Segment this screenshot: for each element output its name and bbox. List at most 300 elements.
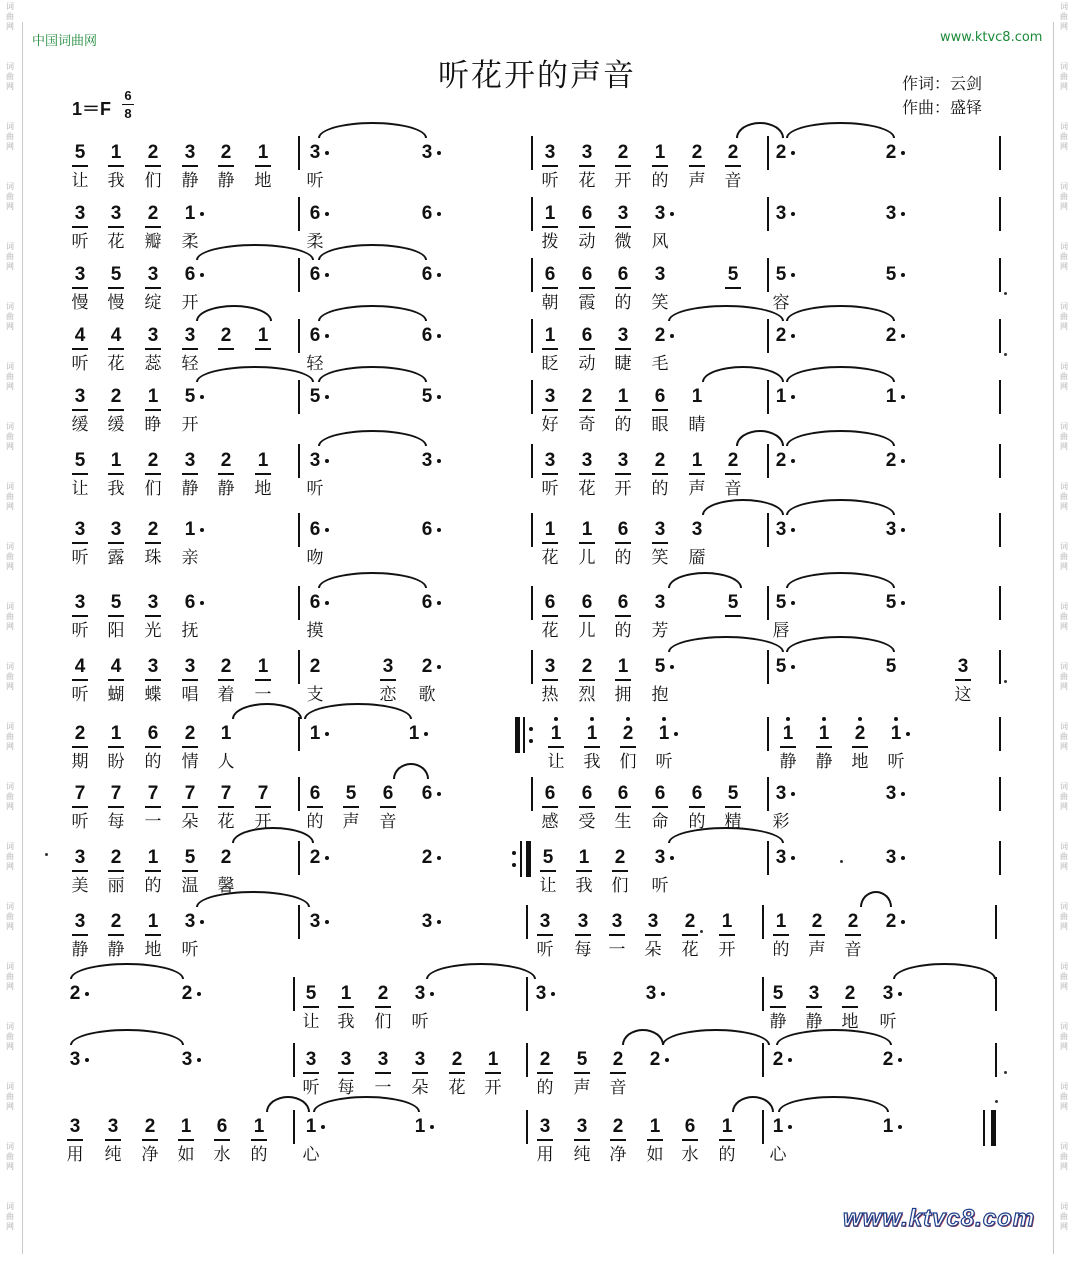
lyric-char: 瓣	[144, 232, 162, 252]
note: 1	[105, 142, 127, 164]
lyric-char: 这	[954, 685, 972, 705]
lyric-char: 花	[578, 479, 596, 499]
note: 1	[644, 1116, 666, 1138]
lyric-char: 地	[254, 171, 272, 191]
watermark-char: 曲	[1060, 912, 1068, 921]
dotted-note-dot	[791, 151, 795, 155]
note: 1	[581, 723, 603, 745]
watermark-char: 网	[1060, 742, 1068, 751]
lyric-char: 缓	[107, 415, 125, 435]
lyric-char: 让	[71, 171, 89, 191]
dotted-note-dot	[325, 528, 329, 532]
watermark-char: 网	[1060, 862, 1068, 871]
watermark-char: 词	[6, 722, 14, 731]
watermark-char: 曲	[6, 312, 14, 321]
dotted-note-dot	[200, 528, 204, 532]
note: 6	[686, 783, 708, 805]
note: 5	[184, 386, 196, 407]
lyric-char: 净	[141, 1145, 159, 1165]
watermark-char: 网	[6, 562, 14, 571]
bar-line	[531, 777, 533, 811]
lyric-char: 抱	[651, 685, 669, 705]
lyric-char: 静	[181, 479, 199, 499]
lyric-char: 霞	[578, 293, 596, 313]
score-row	[0, 1116, 1074, 1176]
note: 5	[775, 656, 787, 677]
note: 5	[775, 592, 787, 613]
watermark-char: 词	[6, 1082, 14, 1091]
lyric-char: 人	[217, 752, 235, 772]
lyric-char: 用	[66, 1145, 84, 1165]
lyric-char: 的	[614, 621, 632, 641]
lyric-char: 慢	[107, 293, 125, 313]
dotted-note-dot	[670, 212, 674, 216]
dotted-note-dot	[791, 395, 795, 399]
note: 3	[69, 1049, 81, 1070]
note: 6	[539, 783, 561, 805]
watermark-char: 曲	[1060, 612, 1068, 621]
note: 5	[775, 264, 787, 285]
watermark-char: 词	[6, 842, 14, 851]
lyric-char: 开	[181, 293, 199, 313]
lyric-char: 慢	[71, 293, 89, 313]
dotted-note-dot	[437, 395, 441, 399]
high-octave-dot	[554, 717, 558, 721]
dotted-note-dot	[437, 856, 441, 860]
repeat-thick-line	[515, 717, 520, 753]
note: 3	[642, 911, 664, 933]
lyric-char: 的	[536, 1078, 554, 1098]
note: 3	[539, 450, 561, 472]
note: 3	[377, 656, 399, 678]
watermark-char: 曲	[6, 612, 14, 621]
lyric-char: 儿	[578, 548, 596, 568]
dotted-note-dot	[325, 459, 329, 463]
dotted-note-dot	[901, 395, 905, 399]
watermark-char: 网	[6, 502, 14, 511]
dotted-note-dot	[85, 992, 89, 996]
lyric-char: 蕊	[144, 354, 162, 374]
lyric-char: 一	[144, 812, 162, 832]
lyric-char: 的	[144, 876, 162, 896]
watermark-char: 词	[1060, 1082, 1068, 1091]
note: 6	[421, 783, 433, 804]
note: 2	[576, 386, 598, 408]
note: 5	[537, 847, 559, 869]
watermark-char: 网	[1060, 1042, 1068, 1051]
watermark-char: 词	[6, 2, 14, 11]
note: 6	[304, 783, 326, 805]
lyric-char: 笑	[651, 548, 669, 568]
watermark-char: 词	[6, 422, 14, 431]
watermark-char: 词	[1060, 242, 1068, 251]
watermark-char: 曲	[1060, 1212, 1068, 1221]
bar-line	[767, 777, 769, 811]
lyric-char: 柔	[181, 232, 199, 252]
lyric-char: 听	[71, 685, 89, 705]
lyric-char: 的	[688, 812, 706, 832]
watermark-char: 曲	[6, 1152, 14, 1161]
lyric-char: 微	[614, 232, 632, 252]
bar-line	[995, 905, 997, 939]
site-name-left[interactable]: 中国词曲网	[32, 34, 98, 49]
bar-line	[762, 1110, 764, 1144]
lyric-char: 精	[724, 812, 742, 832]
note: 2	[215, 450, 237, 472]
lyric-char: 听	[71, 621, 89, 641]
note: 5	[69, 142, 91, 164]
lyric-char: 生	[614, 812, 632, 832]
score-row	[0, 450, 1074, 510]
watermark-char: 曲	[6, 672, 14, 681]
lyric-char: 听	[887, 752, 905, 772]
lyric-char: 听	[302, 1078, 320, 1098]
repeat-start-sign	[515, 717, 535, 753]
note: 2	[215, 656, 237, 678]
note: 3	[534, 911, 556, 933]
score-row	[0, 656, 1074, 716]
lyric-char: 睛	[688, 415, 706, 435]
lyric-char: 声	[573, 1078, 591, 1098]
bar-line	[999, 136, 1001, 170]
note: 6	[309, 519, 321, 540]
watermark-char: 词	[6, 662, 14, 671]
lyric-char: 静	[217, 171, 235, 191]
dotted-note-dot	[901, 459, 905, 463]
watermark-char: 曲	[6, 1032, 14, 1041]
note: 3	[142, 264, 164, 286]
lyric-char: 风	[651, 232, 669, 252]
watermark-char: 词	[1060, 1022, 1068, 1031]
note: 3	[421, 911, 433, 932]
lyric-char: 奇	[578, 415, 596, 435]
note: 3	[179, 656, 201, 678]
note: 1	[414, 1116, 426, 1137]
lyric-char: 如	[646, 1145, 664, 1165]
bar-line	[531, 258, 533, 292]
note: 2	[882, 1049, 894, 1070]
note: 6	[576, 325, 598, 347]
bar-line	[767, 380, 769, 414]
bar-line	[531, 197, 533, 231]
watermark-char: 网	[6, 382, 14, 391]
lyric-char: 每	[107, 812, 125, 832]
note: 2	[69, 983, 81, 1004]
note: 2	[69, 723, 91, 745]
watermark-char: 曲	[6, 12, 14, 21]
score-row	[0, 847, 1074, 907]
note: 2	[609, 847, 631, 869]
lyric-char: 听	[541, 479, 559, 499]
lyric-char: 静	[107, 940, 125, 960]
lyric-char: 让	[547, 752, 565, 772]
lyric-char: 让	[302, 1012, 320, 1032]
note: 3	[654, 264, 666, 285]
lyric-char: 地	[851, 752, 869, 772]
bar-line	[767, 444, 769, 478]
watermark-char: 曲	[6, 192, 14, 201]
lyric-char: 开	[718, 940, 736, 960]
dotted-note-dot	[791, 528, 795, 532]
bar-line	[767, 197, 769, 231]
lyric-char: 用	[536, 1145, 554, 1165]
lyric-char: 如	[177, 1145, 195, 1165]
lyric-char: 静	[71, 940, 89, 960]
note: 6	[576, 783, 598, 805]
note: 2	[142, 450, 164, 472]
watermark-char: 曲	[1060, 792, 1068, 801]
watermark-char: 曲	[1060, 252, 1068, 261]
dotted-note-dot	[197, 992, 201, 996]
bar-line	[999, 650, 1001, 684]
note: 3	[612, 203, 634, 225]
note: 2	[142, 142, 164, 164]
lyric-char: 睁	[144, 415, 162, 435]
watermark-char: 词	[6, 962, 14, 971]
note: 3	[69, 847, 91, 869]
lyric-char: 们	[144, 171, 162, 191]
lyric-char: 声	[688, 479, 706, 499]
note: 5	[105, 264, 127, 286]
watermark-char: 词	[6, 182, 14, 191]
watermark-char: 曲	[6, 1212, 14, 1221]
lyric-char: 声	[808, 940, 826, 960]
watermark-char: 词	[6, 902, 14, 911]
note: 2	[576, 656, 598, 678]
lyric-char: 们	[619, 752, 637, 772]
note: 2	[421, 656, 433, 677]
print-speck	[1004, 1071, 1007, 1074]
lyric-char: 馨	[217, 876, 235, 896]
note: 1	[770, 911, 792, 933]
note: 6	[576, 264, 598, 286]
watermark-char: 词	[1060, 722, 1068, 731]
watermark-char: 词	[6, 1202, 14, 1211]
note: 1	[813, 723, 835, 745]
lyric-char: 眨	[541, 354, 559, 374]
lyric-char: 开	[254, 812, 272, 832]
bar-line	[767, 513, 769, 547]
watermark-char: 曲	[1060, 1092, 1068, 1101]
note: 1	[482, 1049, 504, 1071]
note: 3	[69, 386, 91, 408]
tie-slur	[786, 122, 895, 138]
dotted-note-dot	[437, 459, 441, 463]
note: 3	[775, 847, 787, 868]
site-url-right[interactable]: www.ktvc8.com	[940, 30, 1043, 45]
bar-line	[298, 258, 300, 292]
bar-line	[999, 444, 1001, 478]
lyric-char: 一	[374, 1078, 392, 1098]
lyric-char: 的	[614, 293, 632, 313]
dotted-note-dot	[321, 1125, 325, 1129]
lyric-char: 花	[541, 621, 559, 641]
watermark-char: 词	[1060, 542, 1068, 551]
lyric-char: 听	[651, 876, 669, 896]
lyric-char: 珠	[144, 548, 162, 568]
print-speck	[995, 1100, 998, 1103]
lyric-char: 一	[254, 685, 272, 705]
lyric-char: 听	[655, 752, 673, 772]
watermark-char: 词	[6, 302, 14, 311]
note: 2	[885, 142, 897, 163]
note: 2	[654, 325, 666, 346]
note: 7	[215, 783, 237, 805]
watermark-char: 曲	[1060, 1152, 1068, 1161]
note: 3	[952, 656, 974, 678]
dotted-note-dot	[665, 1058, 669, 1062]
lyric-char: 朵	[411, 1078, 429, 1098]
lyric-char: 我	[107, 171, 125, 191]
note: 1	[309, 723, 321, 744]
lyric-char: 们	[374, 1012, 392, 1032]
note: 1	[184, 519, 196, 540]
watermark-char: 网	[6, 682, 14, 691]
note: 3	[803, 983, 825, 1005]
watermark-char: 网	[1060, 22, 1068, 31]
lyric-char: 动	[578, 232, 596, 252]
repeat-thin-line	[520, 841, 522, 877]
bar-line	[999, 319, 1001, 353]
lyric-char: 开	[484, 1078, 502, 1098]
dotted-note-dot	[791, 273, 795, 277]
watermark-char: 网	[1060, 1222, 1068, 1231]
note: 3	[885, 203, 897, 224]
note: 6	[211, 1116, 233, 1138]
note: 6	[421, 264, 433, 285]
note: 3	[691, 519, 703, 540]
meter-bottom: 8	[124, 106, 132, 121]
lyric-char: 听	[306, 479, 324, 499]
high-octave-dot	[858, 717, 862, 721]
watermark-char: 网	[6, 1162, 14, 1171]
bar-line	[298, 777, 300, 811]
dotted-note-dot	[437, 334, 441, 338]
watermark-char: 网	[1060, 1102, 1068, 1111]
note: 3	[654, 847, 666, 868]
print-speck	[1004, 292, 1007, 295]
note: 5	[722, 783, 744, 805]
dotted-note-dot	[791, 665, 795, 669]
watermark-char: 网	[1060, 802, 1068, 811]
lyric-char: 朵	[181, 812, 199, 832]
note: 2	[885, 911, 897, 932]
bar-line	[298, 586, 300, 620]
score-row	[0, 1049, 1074, 1109]
lyric-char: 的	[250, 1145, 268, 1165]
dotted-note-dot	[670, 665, 674, 669]
note: 3	[102, 1116, 124, 1138]
note: 3	[414, 983, 426, 1004]
bar-line	[293, 977, 295, 1011]
lyric-char: 唱	[181, 685, 199, 705]
watermark-char: 词	[1060, 842, 1068, 851]
bar-line	[526, 905, 528, 939]
print-speck	[1004, 680, 1007, 683]
note: 4	[105, 325, 127, 347]
note: 5	[105, 592, 127, 614]
lyric-char: 静	[779, 752, 797, 772]
note: 2	[885, 450, 897, 471]
note: 5	[885, 656, 897, 677]
watermark-char: 曲	[6, 252, 14, 261]
bar-line	[767, 319, 769, 353]
dotted-note-dot	[437, 792, 441, 796]
note: 3	[572, 911, 594, 933]
lyric-char: 绽	[144, 293, 162, 313]
bar-line	[999, 258, 1001, 292]
watermark-char: 曲	[6, 1092, 14, 1101]
lyric-char: 让	[539, 876, 557, 896]
dotted-note-dot	[901, 920, 905, 924]
watermark-char: 网	[1060, 922, 1068, 931]
lyric-char: 心	[769, 1145, 787, 1165]
dotted-note-dot	[791, 792, 795, 796]
note: 2	[309, 847, 321, 868]
note: 2	[105, 847, 127, 869]
bar-line	[531, 586, 533, 620]
bar-line	[298, 841, 300, 875]
bottom-site-logo[interactable]: www.ktvc8.com	[843, 1205, 1036, 1232]
note: 3	[105, 519, 127, 541]
note: 1	[576, 519, 598, 541]
lyric-char: 我	[575, 876, 593, 896]
note: 3	[882, 983, 894, 1004]
watermark-char: 词	[6, 782, 14, 791]
watermark-char: 曲	[1060, 432, 1068, 441]
watermark-char: 网	[1060, 502, 1068, 511]
watermark-char: 网	[6, 1102, 14, 1111]
watermark-char: 曲	[6, 912, 14, 921]
note: 6	[309, 325, 321, 346]
note: 6	[309, 203, 321, 224]
watermark-char: 曲	[6, 72, 14, 81]
note: 3	[775, 519, 787, 540]
dotted-note-dot	[670, 334, 674, 338]
watermark-char: 曲	[6, 852, 14, 861]
note: 2	[215, 142, 237, 164]
note: 1	[885, 386, 897, 407]
tie-slur	[318, 122, 427, 138]
high-octave-dot	[626, 717, 630, 721]
note: 3	[612, 325, 634, 347]
bar-line	[298, 650, 300, 684]
watermark-char: 网	[6, 922, 14, 931]
bar-line	[767, 717, 769, 751]
watermark-char: 词	[1060, 62, 1068, 71]
lyric-char: 烈	[578, 685, 596, 705]
note: 1	[335, 983, 357, 1005]
lyric-char: 柔	[306, 232, 324, 252]
lyric-char: 动	[578, 354, 596, 374]
note: 6	[576, 203, 598, 225]
high-octave-dot	[822, 717, 826, 721]
dotted-note-dot	[325, 212, 329, 216]
watermark-char: 曲	[1060, 72, 1068, 81]
watermark-char: 网	[1060, 142, 1068, 151]
watermark-char: 词	[6, 122, 14, 131]
watermark-char: 词	[1060, 1202, 1068, 1211]
note: 1	[772, 1116, 784, 1137]
lyric-char: 听	[541, 171, 559, 191]
lyric-char: 恋	[379, 685, 397, 705]
note: 3	[645, 983, 657, 1004]
note: 2	[607, 1116, 629, 1138]
note: 6	[421, 519, 433, 540]
note: 2	[849, 723, 871, 745]
dotted-note-dot	[437, 528, 441, 532]
note: 5	[300, 983, 322, 1005]
